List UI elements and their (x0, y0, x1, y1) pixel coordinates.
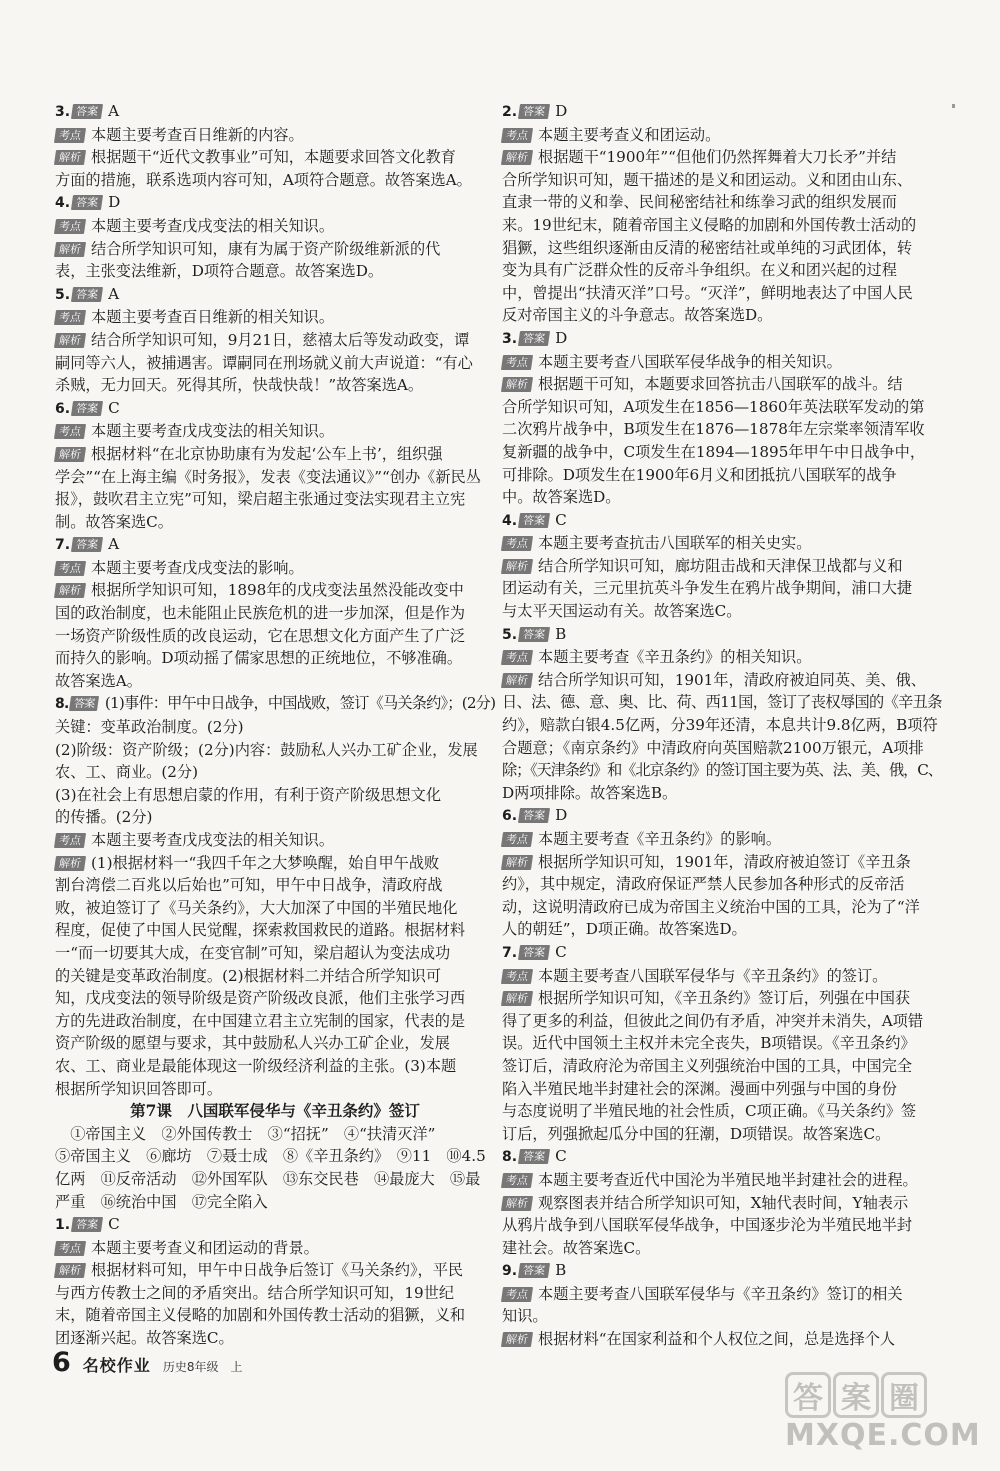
line-text: ①帝国主义 ②外国传教士 ③“招抚” ④“扶清灭洋” (55, 1124, 436, 1143)
tagged-line (502, 851, 942, 874)
label-tag: 考点 (54, 561, 86, 576)
line-text: 团逐渐兴起。故答案选C。 (55, 1329, 234, 1348)
text-line (55, 1055, 495, 1078)
line-text: 农、工、商业是最能体现这一阶级经济利益的主张。(3)本题 (55, 1056, 457, 1075)
label-tag: 解析 (501, 150, 533, 165)
question-line (502, 623, 942, 647)
text-line (502, 737, 942, 760)
text-line (55, 1145, 495, 1168)
text-line (502, 600, 942, 623)
line-text: 本题主要考查戊戌变法的影响。 (91, 558, 304, 577)
line-text: 陷入半殖民地半封建社会的深渊。漫画中列强与中国的身份 (502, 1079, 897, 1098)
line-text: C (555, 942, 567, 961)
line-text: 订后，列强掀起瓜分中国的狂潮，D项错误。故答案选C。 (502, 1124, 891, 1143)
text-line (55, 965, 495, 988)
line-text: D (555, 328, 568, 347)
label-tag: 解析 (501, 1332, 533, 1347)
line-text: (2)阶级：资产阶级；(2分)内容：鼓励私人兴办工矿企业，发展 (55, 740, 478, 759)
text-line (55, 647, 495, 670)
tagged-line (502, 965, 942, 988)
label-tag: 考点 (501, 536, 533, 551)
question-line (502, 509, 942, 533)
line-text: 本题主要考查戊戌变法的相关知识。 (91, 216, 334, 235)
line-text: 末，随着帝国主义侵略的加剧和外国传教士活动的猖獗，义和 (55, 1306, 466, 1325)
label-tag: 解析 (501, 991, 533, 1006)
line-text: 根据所学知识可知，《辛丑条约》签订后，列强在中国获 (538, 989, 911, 1008)
text-line (55, 1032, 495, 1055)
line-text: 结合所学知识可知，廊坊阻击战和天津保卫战都与义和 (538, 556, 903, 575)
line-text: 割台湾偿二百兆以后始也”可知，甲午中日战争，清政府战 (55, 876, 443, 895)
line-text: 直隶一带的义和拳、民间秘密结社和练拳习武的组织发展而 (502, 193, 897, 212)
tagged-line (502, 1192, 942, 1215)
question-number: 7. (502, 944, 518, 961)
text-line (502, 1032, 942, 1055)
label-tag: 考点 (501, 650, 533, 665)
tagged-line (55, 215, 495, 238)
tagged-line (502, 987, 942, 1010)
line-text: 嗣同等六人，被捕遇害。谭嗣同在刑场就义前大声说道：“有心 (55, 353, 473, 372)
line-text: 团运动有关，三元里抗英斗争发生在鸦片战争期间，浦口大捷 (502, 579, 913, 598)
text-line (502, 1100, 942, 1123)
line-text: 本题主要考查八国联军侵华战争的相关知识。 (538, 352, 842, 371)
line-text: 二次鸦片战争中，B项发生在1876—1878年左宗棠率领清军收 (502, 420, 925, 439)
tagged-line (55, 579, 495, 602)
text-line (55, 1191, 495, 1214)
line-text: 根据材料可知，甲午中日战争后签订《马关条约》，平民 (91, 1261, 464, 1280)
line-text: 故答案选A。 (55, 671, 142, 690)
line-text: 变为具有广泛群众性的反帝斗争组织。在义和团兴起的过程 (502, 261, 897, 280)
line-text: 根据材料“在北京协助康有为发起‘公车上书’，组织强 (91, 444, 443, 463)
text-line (502, 304, 942, 327)
label-tag: 解析 (54, 242, 86, 257)
line-text: 报》，鼓吹君主立宪”可知，梁启超主张通过变法实现君主立宪 (55, 490, 466, 509)
line-text: 国的政治制度，也未能阻止民族危机的进一步加深，但是作为 (55, 604, 466, 623)
text-line (502, 1078, 942, 1101)
text-line (55, 625, 495, 648)
line-text: (1)根据材料一“我四千年之大梦唤醒，始自甲午战败 (91, 853, 440, 872)
page-number: 6 (52, 1347, 71, 1378)
label-tag: 考点 (54, 1241, 86, 1256)
line-text: C (108, 398, 120, 417)
line-text: 本题主要考查义和团运动。 (538, 125, 721, 144)
tagged-line (55, 829, 495, 852)
text-line (502, 873, 942, 896)
question-number: 8. (55, 696, 69, 713)
label-tag: 答案 (518, 513, 550, 528)
line-text: A (108, 284, 120, 303)
watermark-char: 圈 (881, 1372, 927, 1418)
question-number: 2. (502, 104, 518, 120)
line-text: 反对帝国主义的斗争意志。故答案选D。 (502, 306, 773, 325)
right-column (502, 100, 942, 1351)
line-text: 人的朝廷”，D项正确。故答案选D。 (502, 920, 747, 939)
line-text: 签订后，清政府沦为帝国主义列强统治中国的工具，中国完全 (502, 1056, 913, 1075)
question-number: 5. (55, 286, 71, 303)
label-tag: 答案 (518, 945, 550, 960)
line-text: 严重 ⑯统治中国 ⑰完全陷入 (55, 1192, 268, 1211)
line-text: 合所学知识可知，A项发生在1856—1860年英法联军发动的第 (502, 397, 925, 416)
tagged-line (55, 306, 495, 329)
line-text: 误。近代中国领土主权并未完全丧失，B项错误。《辛丑条约》 (502, 1034, 916, 1053)
label-tag: 解析 (501, 1196, 533, 1211)
line-text: 中。故答案选D。 (502, 488, 621, 507)
line-text: 资产阶级的愿望与要求，其中鼓励私人兴办工矿企业，发展 (55, 1034, 450, 1053)
label-tag: 答案 (518, 1149, 550, 1164)
line-text: (3)在社会上有思想启蒙的作用，有利于资产阶级思想文化 (55, 785, 442, 804)
label-tag: 考点 (501, 1287, 533, 1302)
label-tag: 解析 (54, 447, 86, 462)
tagged-line (502, 1328, 942, 1351)
label-tag: 解析 (54, 583, 86, 598)
text-line (502, 896, 942, 919)
label-tag: 答案 (518, 627, 550, 642)
label-tag: 考点 (54, 424, 86, 439)
label-tag: 考点 (54, 219, 86, 234)
question-line (502, 100, 942, 124)
text-line (55, 784, 495, 807)
tagged-line (55, 1237, 495, 1260)
line-text: 可排除。D项发生在1900年6月义和团抵抗八国联军的战争 (502, 465, 897, 484)
tagged-line (55, 329, 495, 352)
line-text: 复新疆的战争中，C项发生在1894—1895年甲午中日战争中， (502, 442, 926, 461)
text-line (55, 987, 495, 1010)
line-text: 根据所学知识可知，1898年的戊戌变法虽然没能改变中 (91, 581, 464, 600)
tagged-line (55, 238, 495, 261)
line-text: D (555, 806, 568, 825)
line-text: 的关键是变革政治制度。(2)根据材料二并结合所学知识可 (55, 966, 442, 985)
text-line (502, 169, 942, 192)
line-text: 结合所学知识可知，1901年，清政府被迫同英、美、俄、 (538, 670, 926, 689)
tagged-line (55, 420, 495, 443)
text-line (502, 191, 942, 214)
text-line (55, 670, 495, 693)
text-line (55, 602, 495, 625)
line-text: A (108, 102, 120, 120)
text-line (55, 1123, 495, 1146)
line-text: 败，被迫签订了《马关条约》，大大加深了中国的半殖民地化 (55, 898, 458, 917)
text-line (55, 352, 495, 375)
question-line (502, 941, 942, 965)
line-text: 程度，促使了中国人民觉醒，探索救国救民的道路。根据材料 (55, 921, 466, 940)
label-tag: 考点 (54, 310, 86, 325)
text-line (502, 1123, 942, 1146)
text-line (502, 1214, 942, 1237)
tagged-line (502, 1283, 942, 1306)
question-line (55, 397, 495, 421)
tagged-line (55, 557, 495, 580)
text-line (55, 806, 495, 829)
line-text: 观察图表并结合所学知识可知，X轴代表时间，Y轴表示 (538, 1193, 909, 1212)
question-line (55, 283, 495, 307)
watermark-char: 答 (785, 1372, 831, 1418)
line-text: 一“而一切要其大成，在变官制”可知，梁启超认为变法成功 (55, 943, 451, 962)
line-text: D两项排除。故答案选B。 (502, 783, 678, 802)
text-line (502, 259, 942, 282)
question-number: 9. (502, 1263, 518, 1280)
question-number: 8. (502, 1149, 518, 1166)
line-text: 本题主要考查戊戌变法的相关知识。 (91, 422, 334, 441)
line-text: 本题主要考查近代中国沦为半殖民地半封建社会的进程。 (538, 1170, 918, 1189)
tagged-line (502, 669, 942, 692)
line-text: 本题主要考查《辛丑条约》的影响。 (538, 830, 781, 848)
line-text: 本题主要考查八国联军侵华与《辛丑条约》签订的相关 (538, 1284, 903, 1303)
line-text: 杀贼，无力回天。死得其所，快哉快哉！”故答案选A。 (55, 376, 424, 395)
label-tag: 答案 (71, 1217, 103, 1232)
line-text: 根据题干“1900年”“但他们仍然挥舞着大刀长矛”并结 (538, 148, 897, 167)
line-text: 表，主张变法维新，D项符合题意。故答案选D。 (55, 262, 384, 281)
label-tag: 答案 (71, 401, 103, 416)
question-number: 3. (502, 330, 518, 347)
subject-label: 历史8年级 上 (162, 1360, 243, 1374)
line-text: C (108, 1215, 120, 1234)
text-line (55, 919, 495, 942)
question-number: 6. (55, 400, 71, 417)
line-text: 本题主要考查百日维新的相关知识。 (91, 308, 334, 327)
label-tag: 解析 (501, 855, 533, 870)
line-text: A (108, 535, 120, 554)
watermark-logo (785, 1372, 985, 1467)
line-text: 与态度说明了半殖民地的社会性质，C项正确。《马关条约》签 (502, 1102, 917, 1121)
text-line (55, 1168, 495, 1191)
question-number: 4. (55, 195, 71, 212)
text-line (502, 396, 942, 419)
label-tag: 解析 (501, 559, 533, 574)
text-line (55, 739, 495, 762)
line-text: B (555, 1261, 567, 1280)
label-tag: 解析 (54, 150, 86, 165)
text-line (55, 1010, 495, 1033)
line-text: (1)事件：甲午中日战争，中国战败，签订《马关条约》；(2分) (104, 694, 496, 713)
label-tag: 考点 (501, 969, 533, 984)
label-tag: 考点 (54, 833, 86, 848)
tagged-line (55, 1259, 495, 1282)
line-text: 来。19世纪末，随着帝国主义侵略的加剧和外国传教士活动的 (502, 215, 917, 234)
tagged-line (502, 646, 942, 669)
question-line (55, 533, 495, 557)
line-text: 农、工、商业。(2分) (55, 763, 199, 782)
line-text: ⑤帝国主义 ⑥廊坊 ⑦聂士成 ⑧《辛丑条约》 ⑨11 ⑩4.5 (55, 1147, 486, 1166)
label-tag: 答案 (71, 537, 103, 552)
line-text: 根据所学知识可知，1901年，清政府被迫签订《辛丑条 (538, 852, 911, 871)
line-text: 根据题干可知，本题要求回答抗击八国联军的战斗。结 (538, 375, 903, 394)
line-text: 而持久的影响。D项动摇了儒家思想的正统地位，不够准确。 (55, 649, 463, 668)
line-text: 知识。 (502, 1307, 548, 1326)
text-line (55, 1078, 495, 1101)
text-line (502, 714, 942, 737)
line-text: 日、法、德、意、奥、比、荷、西11国，签订了丧权辱国的《辛丑条 (502, 693, 942, 712)
text-line (502, 918, 942, 941)
question-number: 5. (502, 626, 518, 643)
question-line (55, 191, 495, 215)
line-text: 猖獗，这些组织逐渐由反清的秘密结社或单纯的习武团体，转 (502, 238, 913, 257)
line-text: C (555, 510, 567, 529)
text-line (55, 761, 495, 784)
text-line (55, 260, 495, 283)
line-text: D (108, 193, 121, 212)
line-text: 本题主要考查抗击八国联军的相关史实。 (538, 534, 812, 553)
question-line (502, 327, 942, 351)
label-tag: 解析 (54, 333, 86, 348)
label-tag: 答案 (69, 696, 100, 711)
line-text: 结合所学知识可知，康有为属于资产阶级维新派的代 (91, 239, 441, 258)
question-line (55, 1213, 495, 1237)
label-tag: 考点 (501, 128, 533, 143)
text-line (502, 282, 942, 305)
line-text: 除；《天津条约》和《北京条约》的签订国主要为英、法、美、俄，C、 (502, 761, 942, 780)
question-number: 3. (55, 104, 71, 120)
text-line (502, 691, 942, 714)
tagged-line (502, 146, 942, 169)
label-tag: 考点 (54, 128, 86, 143)
tagged-line (55, 146, 495, 169)
line-text: 本题主要考查八国联军侵华与《辛丑条约》的签订。 (538, 966, 888, 985)
lesson-title: 第7课 八国联军侵华与《辛丑条约》签订 (130, 1101, 420, 1121)
line-text: 一场资产阶级性质的改良运动，它在思想文化方面产生了广泛 (55, 626, 466, 645)
text-line (502, 1010, 942, 1033)
line-text: 动，这说明清政府已成为帝国主义统治中国的工具，沦为了“洋 (502, 897, 920, 916)
text-line (55, 897, 495, 920)
line-text: 学会”“在上海主编《时务报》，发表《变法通议》”“创办《新民丛 (55, 467, 481, 486)
watermark-char: 案 (833, 1372, 879, 1418)
line-text: 与西方传教士之间的矛盾突出。结合所学知识可知，19世纪 (55, 1283, 455, 1302)
line-text: 本题主要考查百日维新的内容。 (91, 125, 304, 144)
text-line (502, 464, 942, 487)
left-column (55, 100, 495, 1350)
question-number: 4. (502, 512, 518, 529)
line-text: 亿两 ⑪反帝活动 ⑫外国军队 ⑬东交民巷 ⑭最庞大 ⑮最 (55, 1169, 481, 1188)
line-text: 关键：变革政治制度。(2分) (55, 718, 244, 737)
tagged-line (55, 124, 495, 147)
line-text: 的传播。(2分) (55, 808, 153, 827)
line-text: 合题意；《南京条约》中清政府向英国赔款2100万银元，A项排 (502, 738, 924, 757)
line-text: B (555, 624, 567, 643)
question-line (502, 1145, 942, 1169)
line-text: 约》，其中规定，清政府保证严禁人民参加各种形式的反帝活 (502, 875, 905, 894)
brand-name: 名校作业 (82, 1356, 151, 1375)
text-line (55, 169, 495, 192)
tagged-line (55, 443, 495, 466)
line-text: C (555, 1147, 567, 1166)
text-line (502, 1305, 942, 1328)
line-text: 建社会。故答案选C。 (502, 1238, 651, 1257)
line-text: 约》，赔款白银4.5亿两，分39年还清，本息共计9.8亿两，B项符 (502, 716, 938, 735)
tagged-line (502, 351, 942, 374)
text-line (502, 237, 942, 260)
text-line (502, 441, 942, 464)
tagged-line (502, 373, 942, 396)
line-text: 根据题干“近代文教事业”可知，本题要求回答文化教育 (91, 148, 456, 167)
text-line (502, 486, 942, 509)
text-line (55, 1304, 495, 1327)
text-line (55, 1282, 495, 1305)
label-tag: 答案 (71, 287, 103, 302)
label-tag: 答案 (518, 104, 550, 119)
label-tag: 答案 (518, 808, 550, 823)
line-text: 本题主要考查《辛丑条约》的相关知识。 (538, 648, 812, 667)
tagged-line (502, 532, 942, 555)
text-line (55, 466, 495, 489)
corner-mark (952, 104, 955, 108)
line-text: 根据所学知识回答即可。 (55, 1079, 223, 1098)
text-line (55, 716, 495, 739)
line-text: 结合所学知识可知，9月21日，慈禧太后等发动政变，谭 (91, 330, 470, 349)
line-text: 方面的措施，联系选项内容可知，A项符合题意。故答案选A。 (55, 170, 472, 189)
label-tag: 解析 (54, 856, 86, 871)
text-line (502, 759, 942, 782)
text-line (502, 418, 942, 441)
text-line (55, 942, 495, 965)
line-text: 制。故答案选C。 (55, 512, 173, 531)
question-number: 7. (55, 537, 71, 554)
text-line (502, 1237, 942, 1260)
tagged-line (502, 1169, 942, 1192)
line-text: 得了更多的利益，但彼此之间仍有矛盾，冲突并未消失，A项错 (502, 1011, 924, 1030)
label-tag: 解析 (501, 673, 533, 688)
text-line (55, 374, 495, 397)
text-line (502, 577, 942, 600)
label-tag: 考点 (501, 1173, 533, 1188)
question-line (502, 804, 942, 828)
line-text: 根据材料“在国家利益和个人权位之间，总是选择个人 (538, 1330, 896, 1349)
watermark-url: MXQE.COM (785, 1418, 981, 1453)
question-number: 6. (502, 808, 518, 825)
question-line (502, 1259, 942, 1283)
label-tag: 解析 (54, 1263, 86, 1278)
tagged-line (502, 124, 942, 147)
tagged-line (502, 828, 942, 851)
page-footer (52, 1347, 242, 1378)
line-text: 知，戊戌变法的领导阶级是资产阶级改良派，他们主张学习西 (55, 989, 466, 1008)
question-line (55, 692, 495, 716)
line-text: 本题主要考查戊戌变法的相关知识。 (91, 831, 334, 849)
question-number: 1. (55, 1217, 71, 1234)
label-tag: 考点 (501, 832, 533, 847)
label-tag: 答案 (518, 331, 550, 346)
line-text: 中，曾提出“扶清灭洋”口号。“灭洋”，鲜明地表达了中国人民 (502, 283, 913, 302)
line-text: 方的先进政治制度，在中国建立君主立宪制的国家，代表的是 (55, 1011, 466, 1030)
label-tag: 答案 (71, 195, 103, 210)
tagged-line (55, 852, 495, 875)
text-line (55, 488, 495, 511)
text-line (55, 874, 495, 897)
text-line (55, 511, 495, 534)
label-tag: 答案 (71, 104, 103, 119)
text-line (502, 214, 942, 237)
line-text: 合所学知识可知，题干描述的是义和团运动。义和团由山东、 (502, 170, 913, 189)
label-tag: 答案 (518, 1263, 550, 1278)
label-tag: 解析 (501, 377, 533, 392)
line-text: 与太平天国运动有关。故答案选C。 (502, 602, 742, 621)
question-line (55, 100, 495, 124)
label-tag: 考点 (501, 355, 533, 370)
line-text: D (555, 102, 568, 120)
text-line (502, 782, 942, 805)
tagged-line (502, 555, 942, 578)
line-text: 本题主要考查义和团运动的背景。 (91, 1238, 319, 1257)
text-line (502, 1055, 942, 1078)
line-text: 从鸦片战争到八国联军侵华战争，中国逐步沦为半殖民地半封 (502, 1216, 913, 1235)
